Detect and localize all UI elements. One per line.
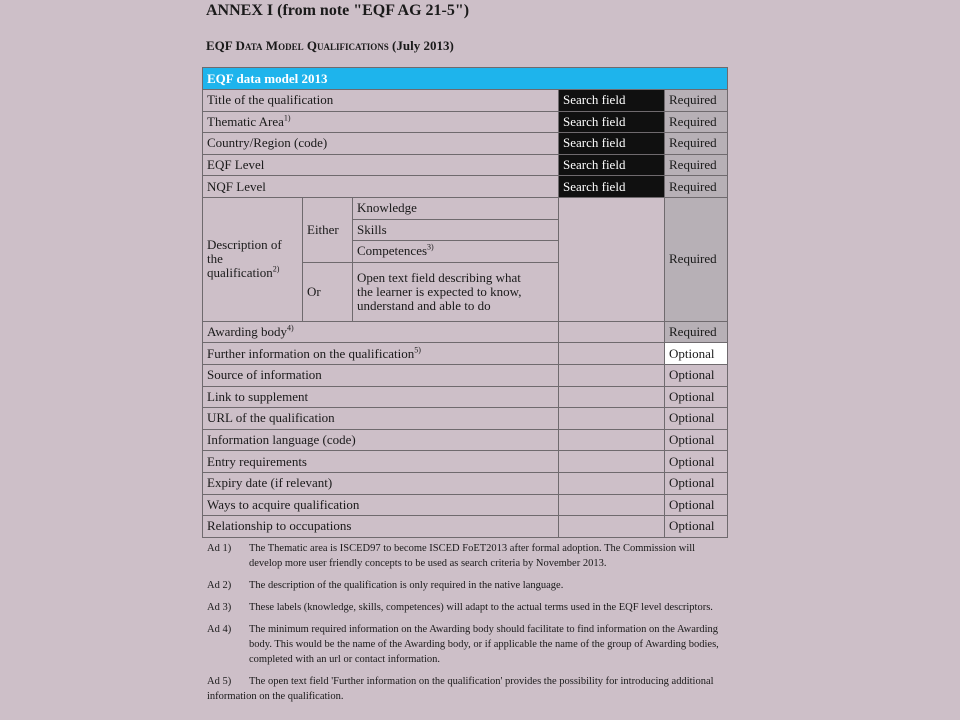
field-name-cell [203,90,559,112]
table-row [203,364,728,386]
field-name-cell [203,154,559,176]
field-name: Source of information [207,367,322,383]
field-name: Entry requirements [207,453,307,469]
subtitle-suffix: (July 2013) [388,38,454,53]
field-name-cell [203,516,559,538]
footnote-text: The description of the qualification is only required in the native language. [249,580,564,591]
table-row [203,472,728,494]
field-name: Expiry date (if relevant) [207,475,333,491]
competences-text: Competences [357,243,428,259]
footnote-label: Ad 1) [207,543,232,554]
table-row [203,154,728,176]
field-name: Ways to acquire qualification [207,496,360,512]
table-row [203,90,728,112]
table-row [203,494,728,516]
search-field-cell: Search field [559,154,665,176]
field-name: Information language (code) [207,432,356,448]
footnote [207,674,722,704]
search-empty-cell [559,451,665,473]
field-name: Link to supplement [207,388,309,404]
description-label-line [207,266,298,280]
footnote [207,578,722,593]
footnote [207,600,722,615]
skills-cell: Skills [353,219,559,241]
field-name: Further information on the qualification [207,345,415,361]
search-empty-cell [559,472,665,494]
footnote-label: Ad 4) [207,624,232,635]
footnote-label: Ad 3) [207,602,232,613]
document-subtitle [206,38,454,54]
search-field-cell: Search field [559,133,665,155]
table-row [203,408,728,430]
footnote-text: The Thematic area is ISCED97 to become ISCED FoET2013 after formal adoption. The Commission will develop more user friendly concepts to be used as search criteria by November 2013. [249,543,696,569]
footnote-text: These labels (knowledge, skills, competences) will adapt to the actual terms used in the EQF level descriptors. [249,602,713,613]
footnote-label: Ad 5) [207,676,232,687]
status-cell: Optional [665,516,728,538]
footnote-text: The minimum required information on the Awarding body should facilitate to find information on the Awarding body. This would be the name of the Awarding body, or if applicable the name of the group of Awarding bodies, completed with an url or contact information. [249,624,719,665]
open-text-cell [353,262,559,321]
field-name-cell [203,364,559,386]
or-label: Or [303,262,353,321]
status-cell: Required [665,197,728,321]
field-name-cell [203,386,559,408]
footnote [207,622,722,667]
field-name: Title of the qualification [207,92,334,108]
table-row [203,321,728,343]
search-empty-cell [559,386,665,408]
knowledge-cell: Knowledge [353,197,559,219]
footnotes [207,541,722,711]
status-cell: Optional [665,451,728,473]
open-text-line: the learner is expected to know, [357,283,522,299]
search-empty-cell [559,516,665,538]
field-name: Relationship to occupations [207,518,352,534]
subtitle-prefix: EQF [206,38,236,53]
status-cell: Optional [665,386,728,408]
field-name: Country/Region (code) [207,135,328,151]
table-row [203,429,728,451]
field-name-cell [203,343,559,365]
description-label-cell [203,197,303,321]
status-cell: Optional [665,429,728,451]
status-cell: Optional [665,494,728,516]
table-row [203,197,728,219]
either-label: Either [303,197,353,262]
description-label-line: the [207,251,223,267]
table-row [203,111,728,133]
footnote-ref: 4) [287,323,294,333]
field-name-cell [203,133,559,155]
table-row [203,133,728,155]
footnote-text: The open text field 'Further information on the qualification' provides the possibility for introducing additional information on the qualification. [207,676,714,702]
eqf-data-model-table [202,67,728,538]
field-name: NQF Level [207,178,266,194]
footnote-label: Ad 2) [207,580,232,591]
status-cell: Optional [665,364,728,386]
competences-cell [353,241,559,263]
footnote-ref: 3) [427,243,434,253]
open-text-line: understand and able to do [357,297,491,313]
subtitle-smallcaps: Data Model Qualifications [235,38,389,53]
status-cell: Required [665,154,728,176]
field-name-cell [203,176,559,198]
footnote-ref: 1) [283,113,291,123]
footnote-ref: 2) [272,265,280,275]
status-cell: Required [665,111,728,133]
search-field-cell: Search field [559,90,665,112]
footnote [207,541,722,571]
field-name-cell [203,429,559,451]
open-text-line: Open text field describing what [357,269,521,285]
field-name: Awarding body [207,324,288,340]
search-empty-cell [559,494,665,516]
table-row [203,516,728,538]
search-empty-cell [559,429,665,451]
field-name-cell [203,451,559,473]
field-name-cell [203,472,559,494]
table-row [203,386,728,408]
status-cell: Required [665,321,728,343]
table-header: EQF data model 2013 [203,68,728,90]
field-name: EQF Level [207,157,265,173]
status-cell: Required [665,176,728,198]
search-empty-cell [559,343,665,365]
description-label-text: qualification [207,265,273,281]
annex-title: ANNEX I (from note "EQF AG 21-5") [206,2,470,19]
footnote-ref: 5) [414,345,421,355]
field-name-cell [203,111,559,133]
search-empty-cell [559,197,665,321]
field-name-cell [203,494,559,516]
search-empty-cell [559,321,665,343]
field-name: URL of the qualification [207,410,335,426]
field-name-cell [203,408,559,430]
search-field-cell: Search field [559,176,665,198]
status-cell: Optional [665,472,728,494]
status-cell: Optional [665,343,728,365]
status-cell: Optional [665,408,728,430]
table-header-row [203,68,728,90]
field-name: Thematic Area [207,113,284,129]
search-field-cell: Search field [559,111,665,133]
search-empty-cell [559,364,665,386]
description-label-line: Description of [207,237,282,253]
table-row [203,343,728,365]
search-empty-cell [559,408,665,430]
table-row [203,451,728,473]
field-name-cell [203,321,559,343]
table-row [203,176,728,198]
status-cell: Required [665,133,728,155]
status-cell: Required [665,90,728,112]
